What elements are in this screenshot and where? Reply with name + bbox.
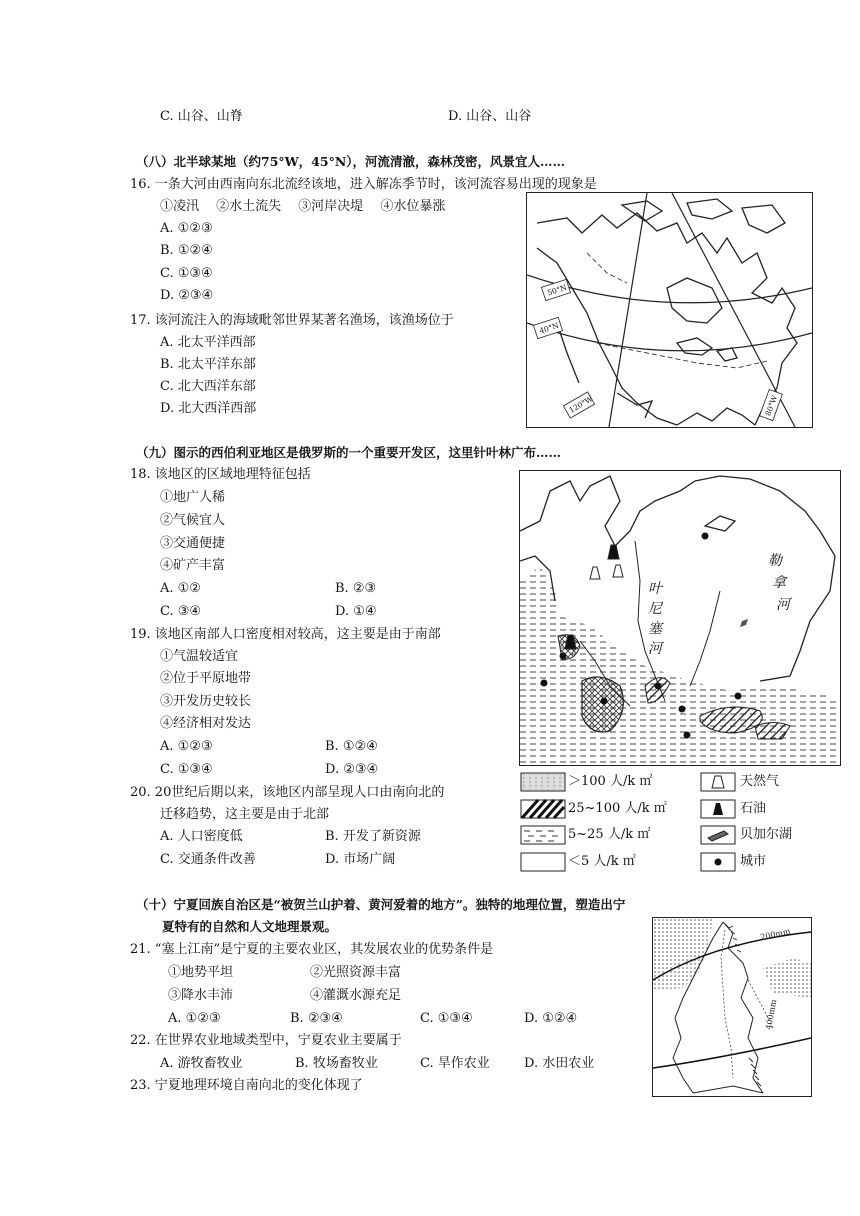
ningxia-map-graphic <box>653 918 811 1096</box>
lena-char-1: 勒 <box>768 553 782 569</box>
q18-option-a: A. ①② <box>160 581 201 596</box>
legend-label-25-100: 25~100 人/k ㎡ <box>568 801 667 816</box>
legend-density-5-25 <box>520 825 690 847</box>
q19-item-2: ②位于平原地带 <box>160 671 252 686</box>
section-9-intro: （九）图示的西伯利亚地区是俄罗斯的一个重要开发区，这里针叶林广布…… <box>136 445 562 460</box>
q16-option-c: C. ①③④ <box>160 266 213 281</box>
q17-option-d: D. 北大西洋西部 <box>160 401 257 416</box>
q19-option-a: A. ①②③ <box>160 739 213 754</box>
q20-option-a: A. 人口密度低 <box>160 829 243 844</box>
q16-stem: 16. 一条大河由西南向东北流经该地，进入解冻季节时，该河流容易出现的现象是 <box>130 177 597 192</box>
q18-item-4: ④矿产丰富 <box>160 558 226 573</box>
north-america-map-graphic <box>527 193 812 427</box>
q18-option-c: C. ③④ <box>160 604 202 619</box>
q22-option-a: A. 游牧畜牧业 <box>160 1056 243 1071</box>
q23-stem: 23. 宁夏地理环境自南向北的变化体现了 <box>130 1078 363 1093</box>
section-10-intro-line1: （十）宁夏回族自治区是“被贺兰山护着、黄河爱着的地方”。独特的地理位置，塑造出宁 <box>136 897 626 912</box>
q22-stem: 22. 在世界农业地域类型中，宁夏农业主要属于 <box>130 1033 402 1048</box>
q22-option-c: C. 旱作农业 <box>420 1056 490 1071</box>
legend-label-baikal: 贝加尔湖 <box>740 827 793 842</box>
lena-char-2: 拿 <box>772 575 786 591</box>
q22-option-d: D. 水田农业 <box>524 1056 595 1071</box>
q21-item-1: ①地势平坦 <box>168 965 234 980</box>
legend-oil <box>700 799 820 821</box>
q19-item-3: ③开发历史较长 <box>160 694 252 709</box>
section-10-intro-line2: 夏特有的自然和人文地理景观。 <box>162 919 338 934</box>
legend-gas <box>700 772 820 794</box>
q20-option-c: C. 交通条件改善 <box>160 852 256 867</box>
lat-50n-label: 50°N <box>546 282 568 298</box>
q18-option-b: B. ②③ <box>335 581 377 596</box>
q21-item-3: ③降水丰沛 <box>168 988 234 1003</box>
q17-option-c: C. 北大西洋东部 <box>160 379 256 394</box>
lena-char-3: 河 <box>776 597 790 613</box>
isohyet-200mm-label: 200mm <box>759 926 792 942</box>
q21-option-b: B. ②③④ <box>290 1011 343 1026</box>
q20-stem-line1: 20. 20世纪后期以来，该地区内部呈现人口由南向北的 <box>130 785 445 800</box>
q19-option-c: C. ①③④ <box>160 762 213 777</box>
q21-option-d: D. ①②④ <box>524 1011 578 1026</box>
q22-option-b: B. 牧场畜牧业 <box>295 1056 378 1071</box>
q19-option-d: D. ②③④ <box>325 762 379 777</box>
q18-item-3: ③交通便捷 <box>160 536 226 551</box>
q21-option-a: A. ①②③ <box>168 1011 221 1026</box>
q19-item-4: ④经济相对发达 <box>160 716 252 731</box>
q17-stem: 17. 该河流注入的海域毗邻世界某著名渔场，该渔场位于 <box>130 313 454 328</box>
q17-option-a: A. 北太平洋西部 <box>160 335 256 350</box>
q16-items: ①凌汛 ②水土流失 ③河岸决堤 ④水位暴涨 <box>160 199 446 214</box>
section-8-intro: （八）北半球某地（约75°W，45°N），河流清澈，森林茂密，风景宜人…… <box>136 154 566 169</box>
yenisei-char-2: 尼 <box>648 601 662 617</box>
ningxia-map <box>652 917 812 1097</box>
legend-density-under-5 <box>520 852 690 874</box>
q16-option-a: A. ①②③ <box>160 221 213 236</box>
legend-label-over-100: ＞100 人/k ㎡ <box>568 774 653 789</box>
lat-40n-label: 40°N <box>538 320 560 336</box>
yenisei-char-1: 叶 <box>648 581 662 597</box>
q18-stem: 18. 该地区的区域地理特征包括 <box>130 467 311 482</box>
legend-city <box>700 852 820 874</box>
legend-density-over-100 <box>520 772 690 794</box>
q21-item-2: ②光照资源丰富 <box>310 965 402 980</box>
legend-label-under-5: ＜5 人/k ㎡ <box>568 854 636 869</box>
isohyet-400mm-label: 400mm <box>764 998 779 1031</box>
q20-stem-line2: 迁移趋势，这主要是由于北部 <box>160 807 330 822</box>
q19-option-b: B. ①②④ <box>325 739 378 754</box>
legend-label-city: 城市 <box>740 854 767 869</box>
q16-option-d: D. ②③④ <box>160 288 214 303</box>
legend-label-gas: 天然气 <box>740 774 780 789</box>
q15-option-c: C. 山谷、山脊 <box>160 109 243 124</box>
q18-item-2: ②气候宜人 <box>160 513 226 528</box>
siberia-map <box>519 470 841 766</box>
q15-option-d: D. 山谷、山谷 <box>448 109 532 124</box>
legend-label-5-25: 5~25 人/k ㎡ <box>568 827 651 842</box>
siberia-map-graphic <box>520 471 840 765</box>
q19-stem: 19. 该地区南部人口密度相对较高，这主要是由于南部 <box>130 627 441 642</box>
q20-option-b: B. 开发了新资源 <box>325 829 421 844</box>
legend-baikal <box>700 825 820 847</box>
legend-density-25-100 <box>520 799 690 821</box>
north-america-map <box>526 192 813 428</box>
q17-option-b: B. 北太平洋东部 <box>160 357 256 372</box>
yenisei-char-4: 河 <box>648 641 662 657</box>
q18-option-d: D. ①④ <box>335 604 377 619</box>
yenisei-char-3: 塞 <box>648 621 662 637</box>
q16-option-b: B. ①②④ <box>160 243 213 258</box>
q18-item-1: ①地广人稀 <box>160 490 226 505</box>
lon-120w-label: 120°W <box>567 394 595 415</box>
lon-80w-label: 80°W <box>763 394 780 418</box>
q20-option-d: D. 市场广阔 <box>325 852 396 867</box>
q21-option-c: C. ①③④ <box>420 1011 473 1026</box>
legend-label-oil: 石油 <box>740 801 767 816</box>
q21-stem: 21. “塞上江南”是宁夏的主要农业区，其发展农业的优势条件是 <box>130 942 494 957</box>
q21-item-4: ④灌溉水源充足 <box>310 988 402 1003</box>
q19-item-1: ①气温较适宜 <box>160 649 239 664</box>
